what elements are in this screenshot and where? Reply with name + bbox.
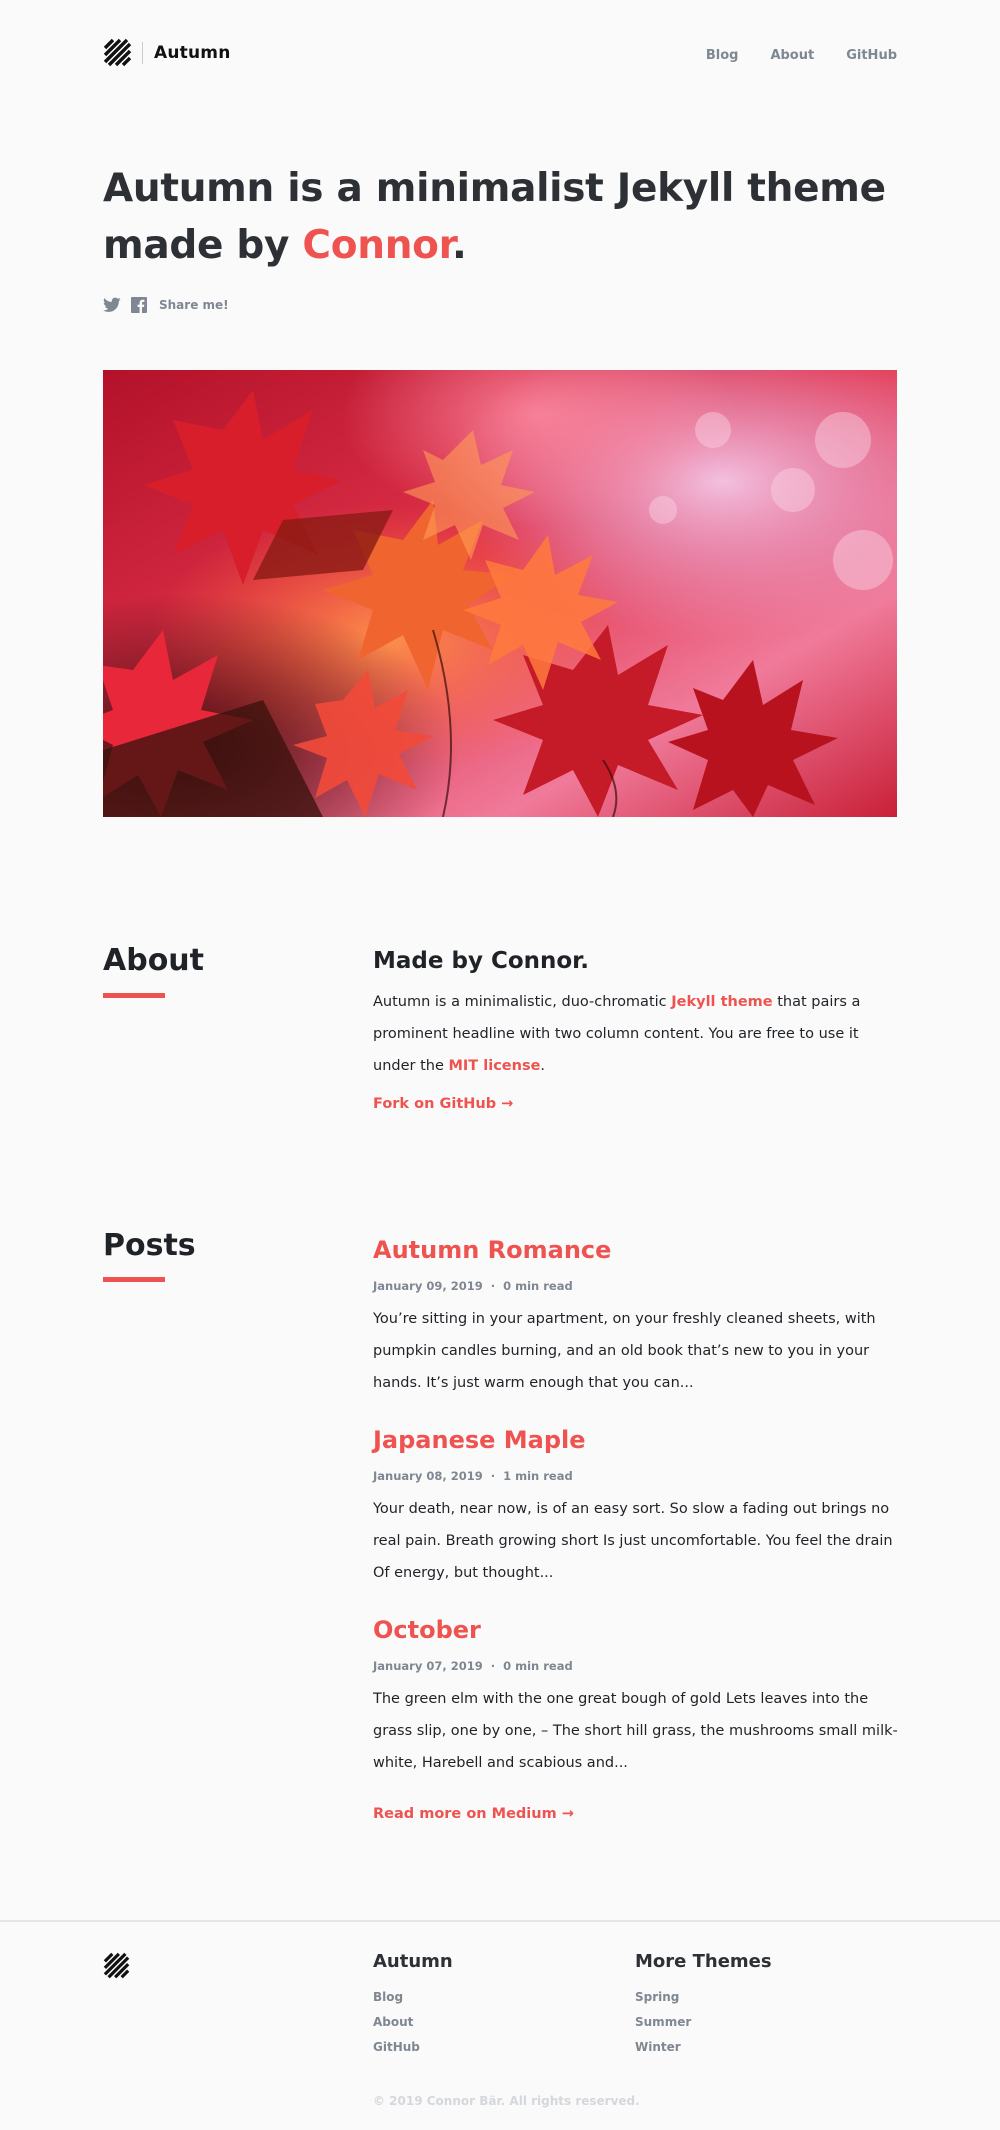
post-excerpt: The green elm with the one great bough of gold Lets leaves into the grass slip, one by one, – The short hill grass, the mushrooms small milk-white, Harebell and scabious and... [373, 1691, 898, 1771]
nav-blog[interactable]: Blog [705, 48, 739, 63]
copyright-text: © 2019 Connor Bär. All rights reserved. [373, 2094, 640, 2108]
hero-headline [103, 160, 903, 274]
hero-image [103, 370, 897, 817]
twitter-share-link[interactable] [103, 297, 131, 313]
footer-autumn-heading: Autumn [373, 1951, 453, 1972]
about-content [373, 948, 903, 1112]
fork-on-github-link[interactable]: Fork on GitHub → [373, 1096, 514, 1112]
post-date: January 07, 2019 [373, 1659, 483, 1673]
about-text-2: that pairs a prominent headline with two column content. You are free to use it under the [373, 994, 861, 1074]
post-item [373, 1613, 903, 1779]
footer-link-winter[interactable]: Winter [635, 2040, 681, 2054]
nav-about[interactable]: About [770, 48, 815, 63]
hero-title-accent: Connor [302, 223, 453, 268]
post-title-link[interactable]: Autumn Romance [373, 1236, 612, 1264]
hero-title-end: . [452, 223, 467, 268]
post-read-time: 0 min read [503, 1659, 573, 1673]
about-heading: About [103, 943, 205, 978]
main-nav [674, 48, 897, 63]
footer-link-blog[interactable]: Blog [373, 1990, 404, 2004]
logo-icon [103, 38, 133, 68]
post-read-time: 1 min read [503, 1469, 573, 1483]
read-more-medium-link[interactable]: Read more on Medium → [373, 1806, 574, 1822]
nav-github[interactable]: GitHub [846, 48, 897, 63]
footer-divider [0, 1920, 1000, 1922]
footer-more-themes-heading: More Themes [635, 1951, 772, 1972]
share-bar [103, 297, 229, 313]
post-item [373, 1233, 903, 1399]
footer-link-about[interactable]: About [373, 2015, 414, 2029]
post-read-time: 0 min read [503, 1279, 573, 1293]
share-label: Share me! [159, 298, 229, 312]
footer-logo-icon[interactable] [103, 1952, 131, 1980]
site-header [103, 38, 897, 78]
post-title-link[interactable]: Japanese Maple [373, 1426, 586, 1454]
hero-title-start: Autumn is a minimalist Jekyll theme made by [103, 166, 886, 268]
posts-heading-underline [103, 1277, 165, 1282]
post-item [373, 1423, 903, 1589]
meta-separator: · [490, 1659, 496, 1673]
about-description [373, 986, 903, 1082]
about-title: Made by Connor. [373, 948, 589, 974]
post-date: January 08, 2019 [373, 1469, 483, 1483]
meta-separator: · [490, 1279, 496, 1293]
footer-column-more-themes [635, 1951, 772, 2065]
post-meta [373, 1469, 903, 1483]
post-meta [373, 1659, 903, 1673]
posts-list [373, 1233, 903, 1822]
site-name: Autumn [154, 43, 231, 63]
post-title-link[interactable]: October [373, 1616, 481, 1644]
mit-license-link[interactable]: MIT license [448, 1058, 541, 1074]
meta-separator: · [490, 1469, 496, 1483]
twitter-icon [103, 297, 121, 313]
facebook-share-link[interactable] [131, 297, 159, 313]
post-excerpt: You’re sitting in your apartment, on your freshly cleaned sheets, with pumpkin candles burning, and an old book that’s new to you in your hands. It’s just warm enough that you can... [373, 1311, 876, 1391]
site-logo-link[interactable] [103, 38, 231, 68]
facebook-icon [131, 297, 147, 313]
post-meta [373, 1279, 903, 1293]
post-excerpt: Your death, near now, is of an easy sort. So slow a fading out brings no real pain. Breath growing short Is just uncomfortable. You feel the drain Of energy, but thought... [373, 1501, 893, 1581]
footer-column-autumn [373, 1951, 453, 2065]
about-text-1: Autumn is a minimalistic, duo-chromatic [373, 994, 672, 1010]
logo-divider [142, 42, 143, 64]
jekyll-theme-link[interactable]: Jekyll theme [671, 994, 773, 1010]
about-text-3: . [540, 1058, 546, 1074]
footer-link-summer[interactable]: Summer [635, 2015, 692, 2029]
maple-leaves-photo [103, 370, 897, 817]
post-date: January 09, 2019 [373, 1279, 483, 1293]
posts-heading: Posts [103, 1228, 196, 1263]
about-heading-underline [103, 993, 165, 998]
footer-link-github[interactable]: GitHub [373, 2040, 420, 2054]
footer-link-spring[interactable]: Spring [635, 1990, 680, 2004]
